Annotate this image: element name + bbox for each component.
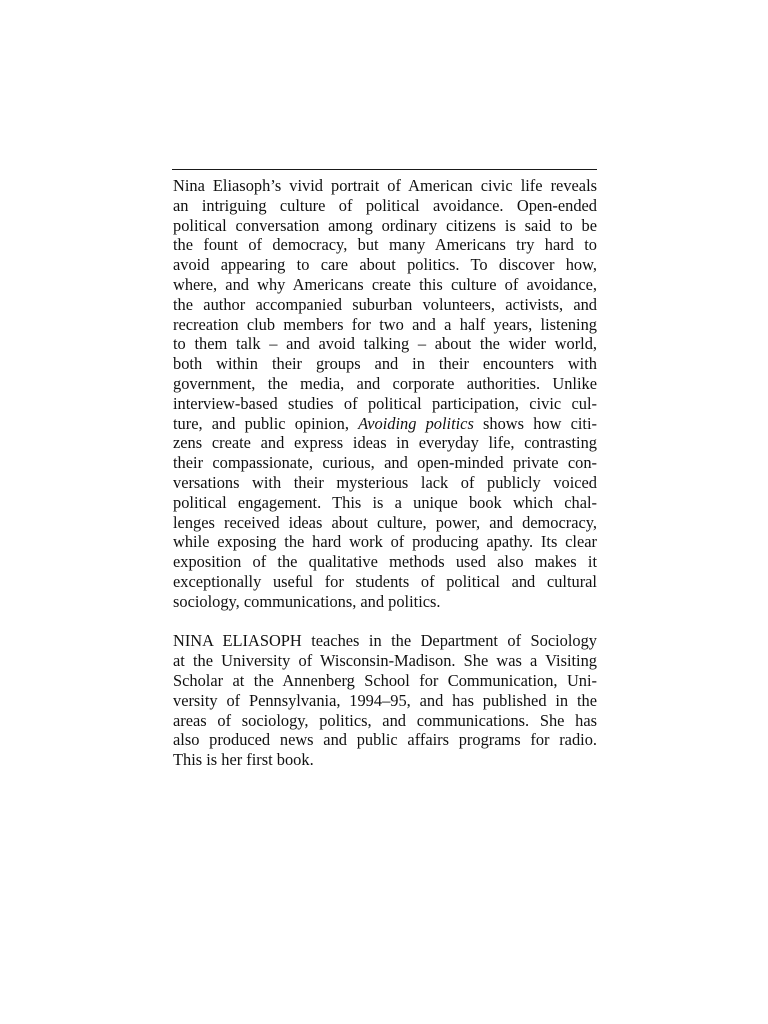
top-rule	[172, 169, 597, 170]
description-paragraph	[173, 176, 597, 612]
author-bio-paragraph	[173, 631, 597, 770]
text-line: exceptionally useful for students of political and cultural	[173, 571, 597, 591]
text-line: areas of sociology, politics, and communications. She has	[173, 710, 597, 730]
text-segment: shows how citi-	[483, 413, 597, 433]
text-line-with-title	[173, 414, 597, 434]
text-line: also produced news and public affairs programs for radio.	[173, 730, 597, 750]
text-line: versations with their mysterious lack of publicly voiced	[173, 472, 597, 492]
book-title: Avoiding politics	[358, 413, 474, 433]
text-line: at the University of Wisconsin-Madison. She was a Visiting	[173, 651, 597, 671]
text-line: Nina Eliasoph’s vivid portrait of American civic life reveals	[173, 176, 597, 195]
text-line: an intriguing culture of political avoidance. Open-ended	[173, 195, 597, 215]
text-block	[173, 176, 597, 770]
text-line: lenges received ideas about culture, power, and democracy,	[173, 512, 597, 532]
text-line: avoid appearing to care about politics. To discover how,	[173, 255, 597, 275]
paragraph-gap	[173, 612, 597, 632]
text-line: both within their groups and in their encounters with	[173, 354, 597, 374]
text-line: zens create and express ideas in everyday life, contrasting	[173, 433, 597, 453]
text-line: This is her first book.	[173, 750, 314, 770]
text-line: versity of Pennsylvania, 1994–95, and has published in the	[173, 690, 597, 710]
text-line: the author accompanied suburban volunteers, activists, and	[173, 294, 597, 314]
text-line: Scholar at the Annenberg School for Communication, Uni-	[173, 670, 597, 690]
text-line: recreation club members for two and a half years, listening	[173, 314, 597, 334]
text-line: political engagement. This is a unique book which chal-	[173, 492, 597, 512]
text-line: interview-based studies of political participation, civic cul-	[173, 393, 597, 413]
text-line: sociology, communications, and politics.	[173, 591, 441, 611]
text-line: NINA ELIASOPH teaches in the Department of Sociology	[173, 631, 597, 651]
text-line: their compassionate, curious, and open-minded private con-	[173, 453, 597, 473]
text-line: the fount of democracy, but many Americans try hard to	[173, 235, 597, 255]
text-line: political conversation among ordinary citizens is said to be	[173, 215, 597, 235]
text-line: government, the media, and corporate authorities. Unlike	[173, 373, 597, 393]
text-line: to them talk – and avoid talking – about the wider world,	[173, 334, 597, 354]
text-line: while exposing the hard work of producing apathy. Its clear	[173, 532, 597, 552]
text-segment: ture, and public opinion,	[173, 413, 349, 433]
text-line: where, and why Americans create this culture of avoidance,	[173, 274, 597, 294]
text-line: exposition of the qualitative methods used also makes it	[173, 552, 597, 572]
